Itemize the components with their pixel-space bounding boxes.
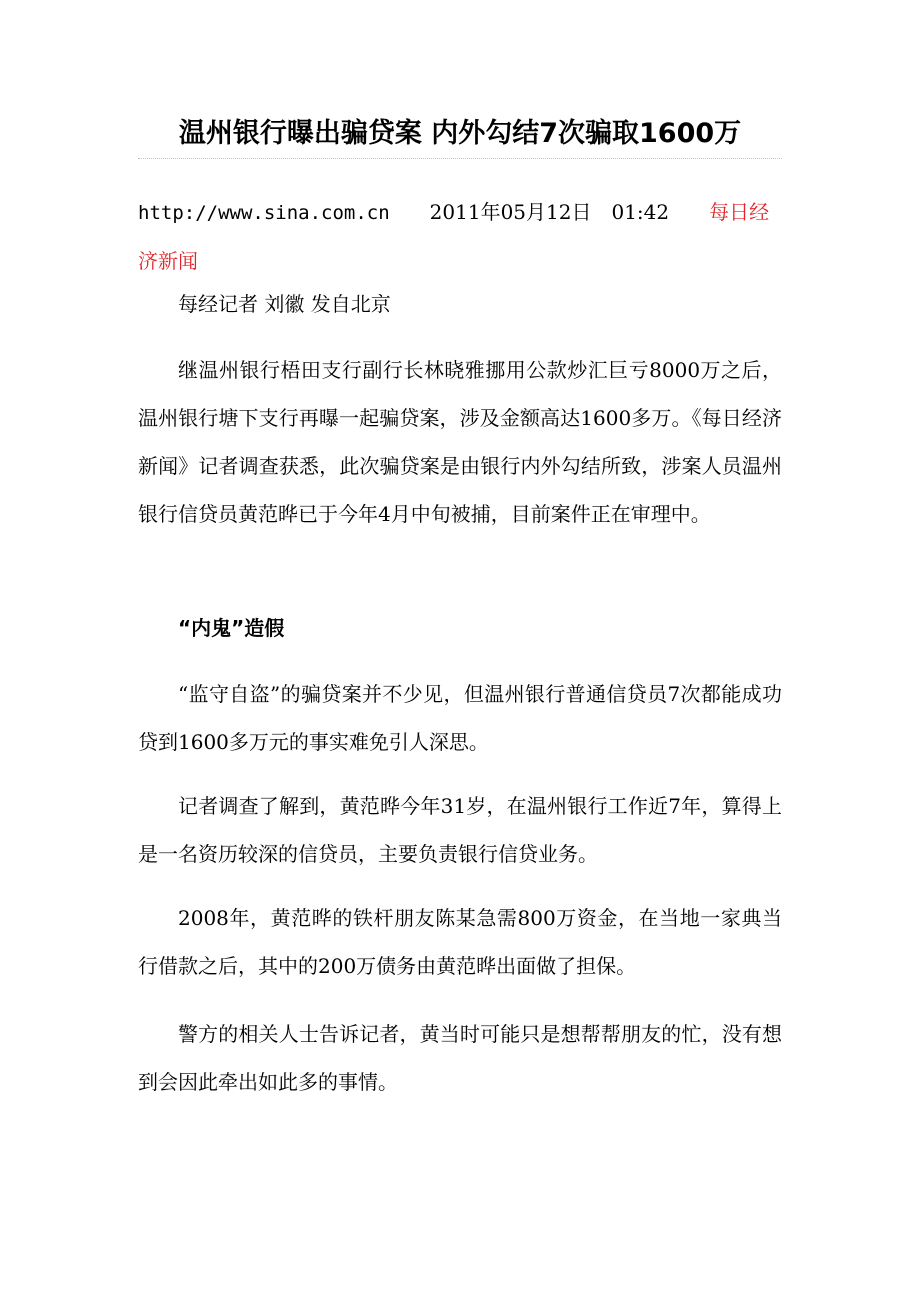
source-url[interactable]: http://www.sina.com.cn: [138, 202, 390, 224]
title-divider: [138, 158, 782, 159]
article-title: 温州银行曝出骗贷案 内外勾结7次骗取1600万: [178, 118, 742, 149]
paragraph-4: 2008年，黄范晔的铁杆朋友陈某急需800万资金，在当地一家典当行借款之后，其中的200万债务由黄范晔出面做了担保。: [138, 906, 782, 978]
paragraph-3: 记者调查了解到，黄范晔今年31岁，在温州银行工作近7年，算得上是一名资历较深的信贷员，主要负责银行信贷业务。: [138, 794, 782, 866]
section-heading: “内鬼”造假: [178, 616, 285, 640]
paragraph-2: “监守自盗”的骗贷案并不少见，但温州银行普通信贷员7次都能成功贷到1600多万元的事实难免引人深思。: [138, 682, 782, 754]
paragraph-1: 继温州银行梧田支行副行长林晓雅挪用公款炒汇巨亏8000万之后，温州银行塘下支行再曝一起骗贷案，涉及金额高达1600多万。《每日经济新闻》记者调查获悉，此次骗贷案是由银行内外勾结所致，涉案人员温州银行信贷员黄范晔已于今年4月中旬被捕，目前案件正在审理中。: [138, 358, 782, 526]
article-meta: [138, 188, 782, 285]
publish-time: 01:42: [611, 200, 670, 224]
paragraph-5: 警方的相关人士告诉记者，黄当时可能只是想帮帮朋友的忙，没有想到会因此牵出如此多的事情。: [138, 1022, 782, 1094]
source-link[interactable]: 每日经济新闻: [138, 200, 770, 273]
byline: 每经记者 刘徽 发自北京: [178, 292, 391, 316]
publish-date: 2011年05月12日: [429, 200, 592, 224]
